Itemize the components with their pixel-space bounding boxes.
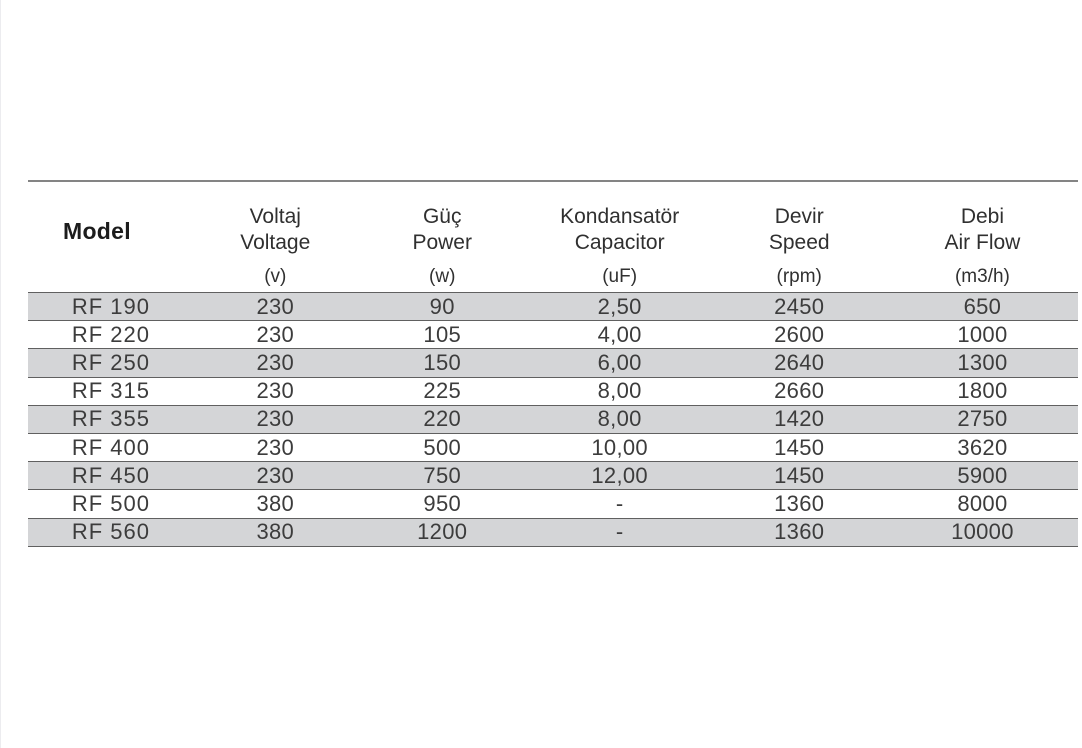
column-header-speed bbox=[712, 182, 887, 292]
cell-speed: 1450 bbox=[774, 462, 825, 488]
header-name-tr: Voltaj bbox=[249, 205, 301, 228]
cell-capacitor: 2,50 bbox=[597, 293, 642, 319]
cell-model: RF 250 bbox=[71, 349, 151, 375]
cell-speed: 2600 bbox=[774, 321, 825, 347]
table-row bbox=[28, 434, 1078, 462]
header-name-tr: Debi bbox=[960, 205, 1005, 228]
cell-speed: 2450 bbox=[774, 293, 825, 319]
cell-speed: 1420 bbox=[774, 406, 825, 432]
cell-power: 105 bbox=[423, 321, 462, 347]
cell-power: 220 bbox=[423, 406, 462, 432]
header-name-en: Voltage bbox=[240, 231, 311, 254]
header-unit: (m3/h) bbox=[954, 266, 1010, 287]
cell-power: 1200 bbox=[417, 519, 468, 545]
table-row bbox=[28, 293, 1078, 321]
cell-voltage: 380 bbox=[256, 519, 295, 545]
header-unit: (rpm) bbox=[776, 266, 822, 287]
table-header bbox=[28, 182, 1078, 292]
cell-speed: 1450 bbox=[774, 434, 825, 460]
header-unit: (uF) bbox=[602, 266, 638, 287]
cell-voltage: 230 bbox=[256, 349, 295, 375]
cell-power: 90 bbox=[429, 293, 455, 319]
table-body bbox=[28, 292, 1078, 547]
cell-model: RF 450 bbox=[71, 462, 151, 488]
cell-model: RF 560 bbox=[71, 519, 151, 545]
cell-capacitor: - bbox=[615, 519, 624, 545]
column-header-power bbox=[357, 182, 528, 292]
table-row bbox=[28, 519, 1078, 547]
cell-speed: 1360 bbox=[774, 519, 825, 545]
fan-spec-table bbox=[28, 180, 1078, 547]
cell-airflow: 1800 bbox=[957, 378, 1008, 404]
cell-model: RF 190 bbox=[71, 293, 151, 319]
cell-voltage: 230 bbox=[256, 321, 295, 347]
cell-airflow: 5900 bbox=[957, 462, 1008, 488]
cell-voltage: 380 bbox=[256, 490, 295, 516]
cell-capacitor: 4,00 bbox=[597, 321, 642, 347]
header-unit: (w) bbox=[429, 266, 456, 287]
table-row bbox=[28, 462, 1078, 490]
column-header-model-label: Model bbox=[63, 218, 131, 244]
cell-voltage: 230 bbox=[256, 378, 295, 404]
cell-speed: 2640 bbox=[774, 349, 825, 375]
cell-voltage: 230 bbox=[256, 434, 295, 460]
cell-capacitor: - bbox=[615, 490, 624, 516]
cell-voltage: 230 bbox=[256, 293, 295, 319]
cell-speed: 2660 bbox=[774, 378, 825, 404]
header-name-en: Power bbox=[412, 231, 472, 254]
table-row bbox=[28, 321, 1078, 349]
table-row bbox=[28, 349, 1078, 377]
table-row bbox=[28, 406, 1078, 434]
cell-airflow: 2750 bbox=[957, 406, 1008, 432]
cell-model: RF 500 bbox=[71, 490, 151, 516]
cell-airflow: 8000 bbox=[957, 490, 1008, 516]
column-header-voltage bbox=[194, 182, 357, 292]
header-name-tr: Güç bbox=[422, 205, 462, 228]
cell-speed: 1360 bbox=[774, 490, 825, 516]
column-header-model bbox=[28, 182, 194, 292]
header-name-tr: Kondansatör bbox=[560, 205, 680, 228]
header-name-en: Speed bbox=[768, 231, 830, 254]
cell-power: 950 bbox=[423, 490, 462, 516]
cell-airflow: 650 bbox=[963, 293, 1002, 319]
cell-power: 500 bbox=[423, 434, 462, 460]
cell-power: 150 bbox=[423, 349, 462, 375]
cell-power: 225 bbox=[423, 378, 462, 404]
table-row bbox=[28, 378, 1078, 406]
cell-model: RF 220 bbox=[71, 321, 151, 347]
column-header-capacitor bbox=[528, 182, 712, 292]
cell-capacitor: 12,00 bbox=[591, 462, 648, 488]
header-name-en: Capacitor bbox=[574, 231, 665, 254]
column-header-airflow bbox=[887, 182, 1078, 292]
cell-airflow: 10000 bbox=[951, 519, 1014, 545]
cell-capacitor: 8,00 bbox=[597, 406, 642, 432]
header-name-en: Air Flow bbox=[944, 231, 1021, 254]
cell-model: RF 315 bbox=[71, 378, 151, 404]
cell-airflow: 1000 bbox=[957, 321, 1008, 347]
table-row bbox=[28, 490, 1078, 518]
cell-airflow: 1300 bbox=[957, 349, 1008, 375]
header-name-tr: Devir bbox=[774, 205, 824, 228]
cell-capacitor: 8,00 bbox=[597, 378, 642, 404]
cell-airflow: 3620 bbox=[957, 434, 1008, 460]
cell-model: RF 355 bbox=[71, 406, 151, 432]
cell-voltage: 230 bbox=[256, 462, 295, 488]
header-unit: (v) bbox=[264, 266, 287, 287]
cell-model: RF 400 bbox=[71, 434, 151, 460]
cell-capacitor: 6,00 bbox=[597, 349, 642, 375]
cell-capacitor: 10,00 bbox=[591, 434, 648, 460]
cell-power: 750 bbox=[423, 462, 462, 488]
cell-voltage: 230 bbox=[256, 406, 295, 432]
